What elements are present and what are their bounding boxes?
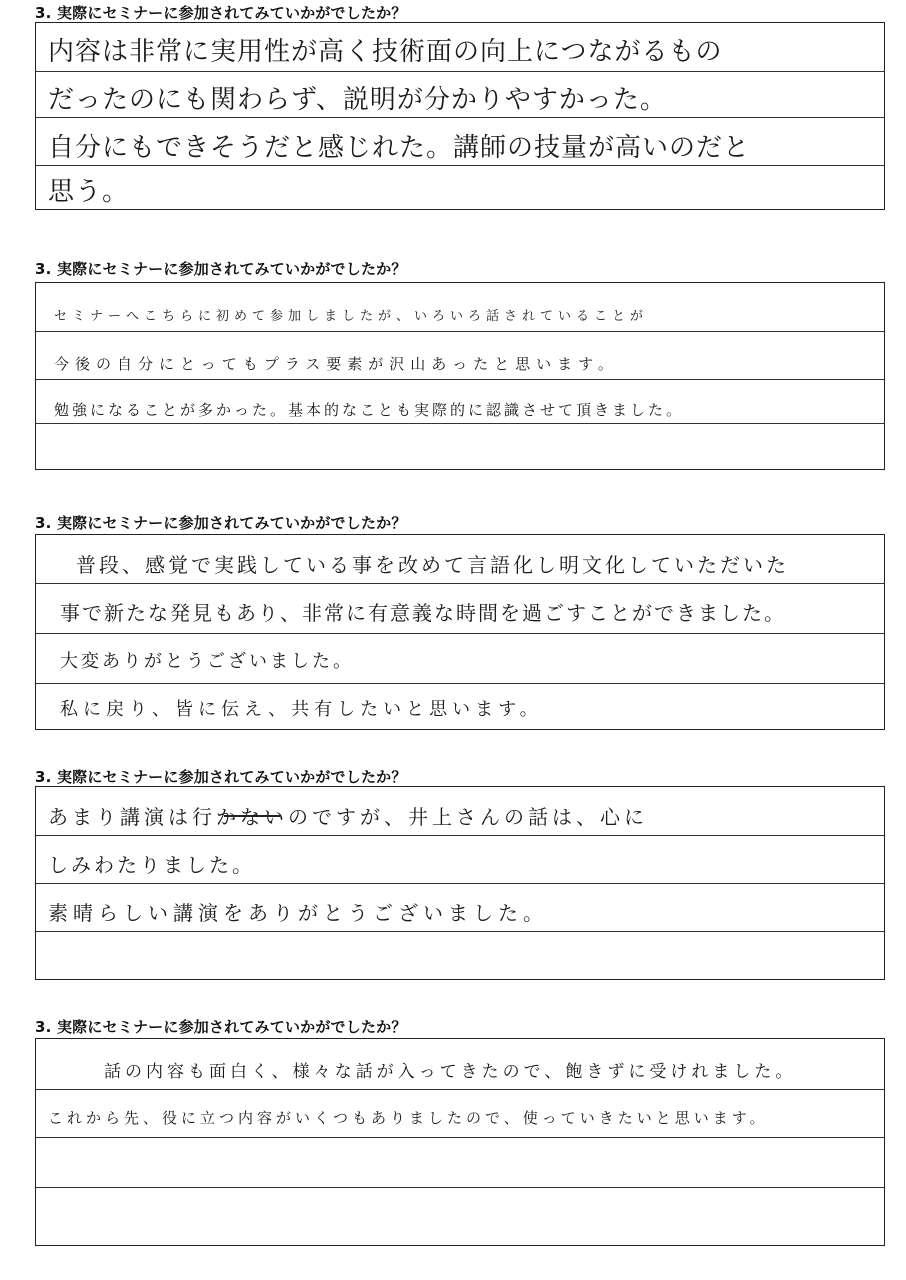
question-label: 3. 実際にセミナーに参加されてみていかがでしたか？: [35, 514, 407, 532]
ruled-line: [36, 683, 884, 684]
ruled-line: [36, 331, 884, 332]
handwritten-line: セミナーへこちらに初めて参加しましたが、いろいろ話されていることが: [54, 309, 649, 324]
question-label: 3. 実際にセミナーに参加されてみていかがでしたか？: [35, 768, 407, 786]
handwritten-line: だったのにも関わらず、説明が分かりやすかった。: [48, 85, 667, 115]
handwritten-line: 事で新たな発見もあり、非常に有意義な時間を過ごすことができました。: [60, 601, 786, 625]
response-box: [35, 1038, 885, 1246]
handwritten-line: 思う。: [48, 177, 130, 207]
response-box: [35, 22, 885, 210]
handwritten-line: あまり講演は行かないのですが、井上さんの話は、心に: [48, 805, 648, 829]
handwritten-line: 大変ありがとうございました。: [60, 651, 354, 672]
handwritten-line: しみわたりました。: [48, 853, 255, 877]
question-label: 3. 実際にセミナーに参加されてみていかがでしたか？: [35, 4, 407, 22]
question-label: 3. 実際にセミナーに参加されてみていかがでしたか？: [35, 260, 407, 278]
ruled-line: [36, 883, 884, 884]
ruled-line: [36, 71, 884, 72]
handwritten-line: 自分にもできそうだと感じれた。講師の技量が高いのだと: [48, 133, 751, 163]
response-box: [35, 282, 885, 470]
ruled-line: [36, 165, 884, 166]
handwritten-line: 内容は非常に実用性が高く技術面の向上につながるもの: [48, 37, 723, 67]
crossed-out-word: [224, 815, 280, 817]
ruled-line: [36, 835, 884, 836]
handwritten-line: 素晴らしい講演をありがとうございました。: [48, 901, 548, 925]
handwritten-line: これから先、役に立つ内容がいくつもありましたので、使っていきたいと思います。: [48, 1109, 769, 1127]
ruled-line: [36, 1089, 884, 1090]
handwritten-line: 普段、感覚で実践している事を改めて言語化し明文化していただいた: [76, 553, 789, 577]
ruled-line: [36, 1187, 884, 1188]
ruled-line: [36, 1137, 884, 1138]
question-label: 3. 実際にセミナーに参加されてみていかがでしたか？: [35, 1018, 407, 1036]
ruled-line: [36, 423, 884, 424]
response-box: [35, 534, 885, 730]
ruled-line: [36, 633, 884, 634]
ruled-line: [36, 931, 884, 932]
handwritten-line: 今後の自分にとってもプラス要素が沢山あったと思います。: [54, 355, 619, 373]
response-box: [35, 786, 885, 980]
ruled-line: [36, 379, 884, 380]
ruled-line: [36, 117, 884, 118]
ruled-line: [36, 583, 884, 584]
handwritten-line: 勉強になることが多かった。基本的なことも実際的に認識させて頂きました。: [54, 401, 685, 419]
handwritten-line: 私に戻り、皆に伝え、共有したいと思います。: [60, 699, 543, 720]
handwritten-line: 話の内容も面白く、様々な話が入ってきたので、飽きずに受けれました。: [104, 1062, 797, 1082]
